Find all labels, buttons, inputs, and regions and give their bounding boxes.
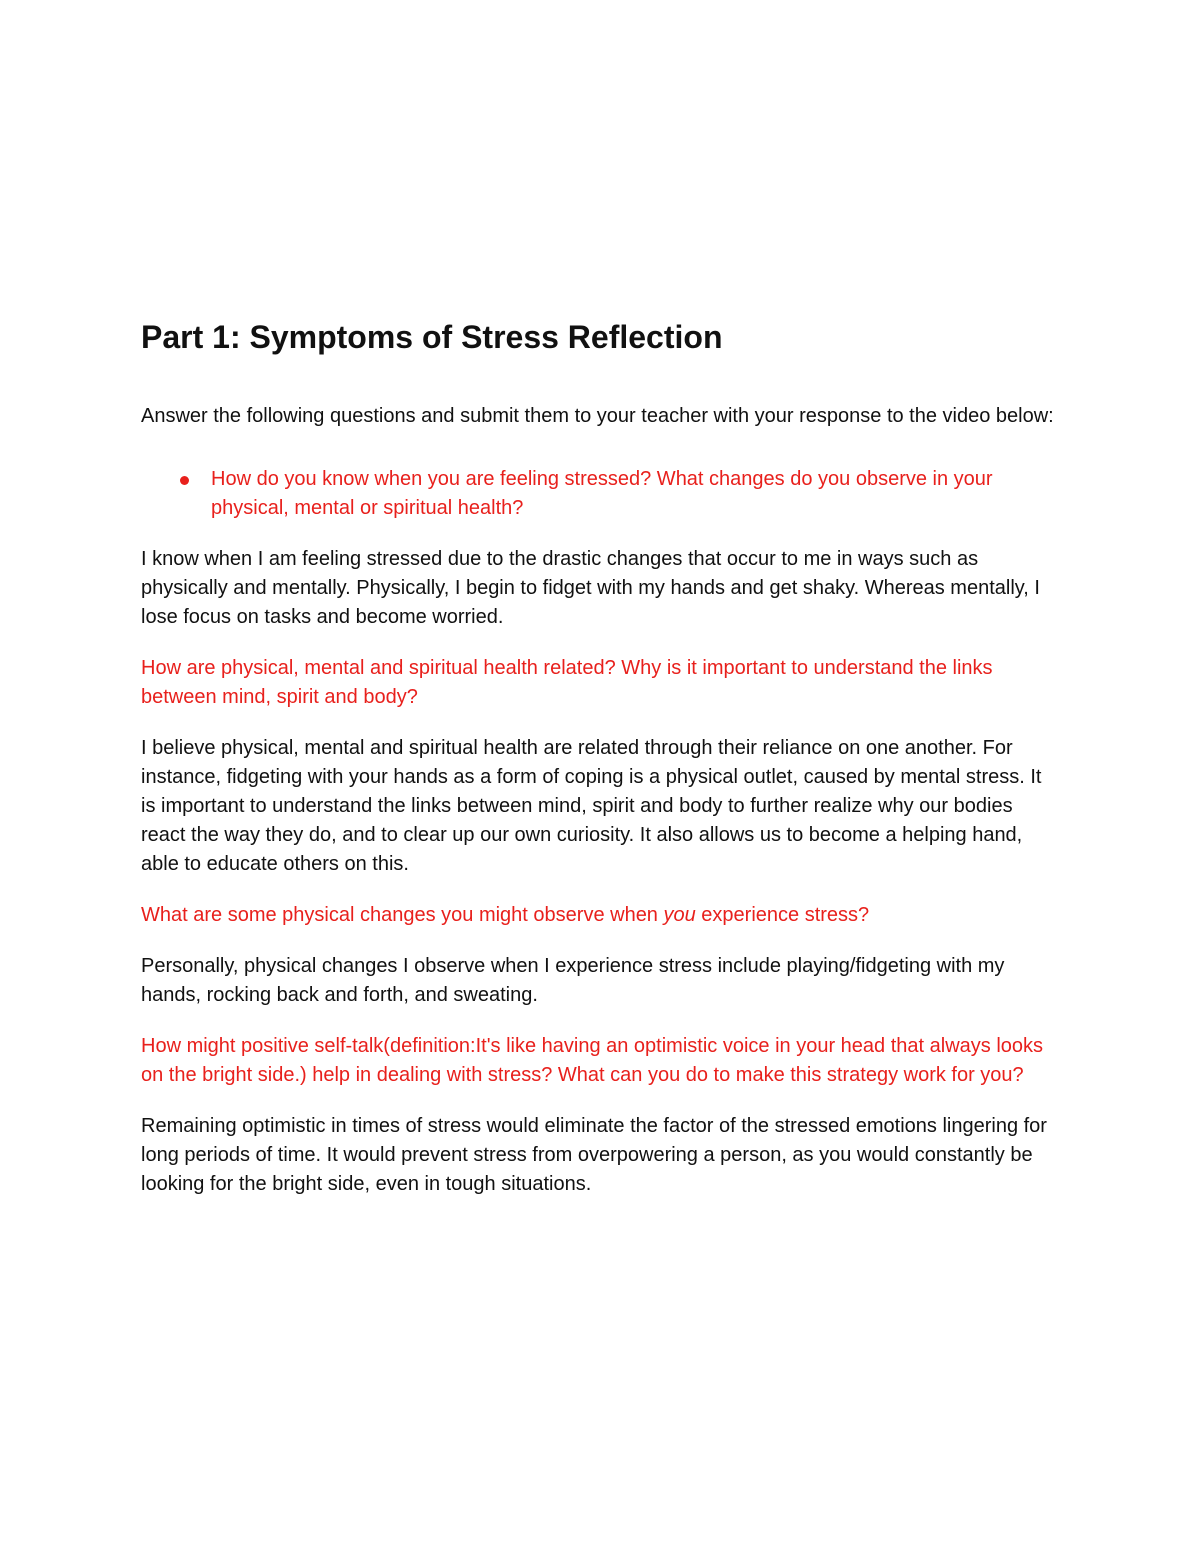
question-3-after: experience stress? (695, 904, 870, 927)
document-page (141, 318, 1061, 1221)
answer-3-text: Personally, physical changes I observe when I experience stress include playing/fidgeting with my hands, rocking back and forth, and sweating. (141, 955, 1005, 1007)
list-item (211, 465, 1061, 523)
answer-1-text: I know when I am feeling stressed due to the drastic changes that occur to me in ways such as physically and mentally. Physically, I begin to fidget with my hands and get shaky. Whereas mentally, I lose focus on tasks and become worried. (141, 548, 1040, 629)
question-3-text (141, 901, 1061, 930)
bullet-icon (180, 476, 189, 485)
page-title: Part 1: Symptoms of Stress Reflection (141, 319, 723, 355)
question-list (141, 465, 1061, 523)
answer-4-text: Remaining optimistic in times of stress would eliminate the factor of the stressed emotions lingering for long periods of time. It would prevent stress from overpowering a person, as you would constantly be looking for the bright side, even in tough situations. (141, 1115, 1047, 1196)
question-1-text: How do you know when you are feeling stressed? What changes do you observe in your physical, mental or spiritual health? (211, 468, 993, 520)
question-3-before: What are some physical changes you might observe when (141, 904, 664, 927)
question-2-text: How are physical, mental and spiritual health related? Why is it important to understand the links between mind, spirit and body? (141, 657, 993, 709)
question-4-text: How might positive self-talk(definition:It's like having an optimistic voice in your head that always looks on the bright side.) help in dealing with stress? What can you do to make this strategy work for you? (141, 1035, 1044, 1087)
answer-2-text: I believe physical, mental and spiritual health are related through their reliance on one another. For instance, fidgeting with your hands as a form of coping is a physical outlet, caused by mental stress. It is important to understand the links between mind, spirit and body to further realize why our bodies react the way they do, and to clear up our own curiosity. It also allows us to become a helping hand, able to educate others on this. (141, 737, 1042, 876)
question-3-emphasis: you (663, 904, 696, 927)
intro-text: Answer the following questions and submit them to your teacher with your response to the video below: (141, 405, 1054, 428)
